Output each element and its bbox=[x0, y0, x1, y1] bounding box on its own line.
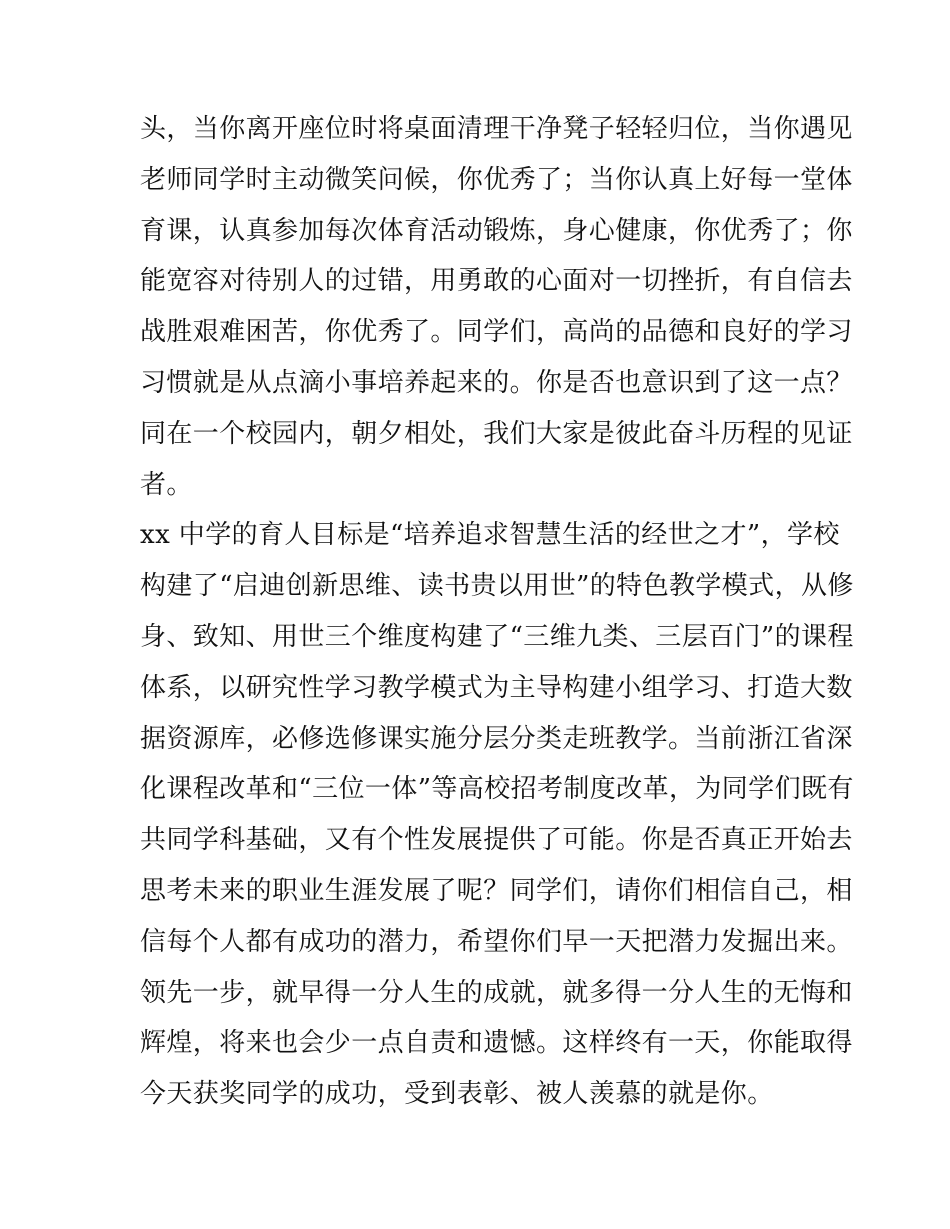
text-line-15: 共同学科基础，又有个性发展提供了可能。你是否真正开始去 bbox=[140, 825, 853, 856]
text-line-20: 今天获奖同学的成功，受到表彰、被人羡慕的就是你。 bbox=[140, 1079, 774, 1110]
text-line-16: 思考未来的职业生涯发展了呢？同学们，请你们相信自己，相 bbox=[140, 875, 853, 906]
text-line-8: 者。 bbox=[140, 469, 193, 500]
text-line-4: 能宽容对待别人的过错，用勇敢的心面对一切挫折，有自信去 bbox=[140, 266, 853, 297]
text-line-5: 战胜艰难困苦，你优秀了。同学们，高尚的品德和良好的学习 bbox=[140, 317, 853, 348]
text-line-6: 习惯就是从点滴小事培养起来的。你是否也意识到了这一点？ bbox=[140, 367, 853, 398]
text-line-10: 构建了“启迪创新思维、读书贵以用世”的特色教学模式，从修 bbox=[140, 571, 854, 602]
text-line-18: 领先一步，就早得一分人生的成就，就多得一分人生的无悔和 bbox=[140, 977, 853, 1008]
text-line-19: 辉煌，将来也会少一点自责和遗憾。这样终有一天，你能取得 bbox=[140, 1028, 853, 1059]
text-line-2: 老师同学时主动微笑问候，你优秀了；当你认真上好每一堂体 bbox=[140, 164, 853, 195]
text-line-12: 体系，以研究性学习教学模式为主导构建小组学习、打造大数 bbox=[140, 672, 853, 703]
text-line-11: 身、致知、用世三个维度构建了“三维九类、三层百门”的课程 bbox=[140, 621, 854, 652]
text-line-13: 据资源库，必修选修课实施分层分类走班教学。当前浙江省深 bbox=[140, 723, 853, 754]
text-line-1: 头，当你离开座位时将桌面清理干净凳子轻轻归位，当你遇见 bbox=[140, 114, 853, 144]
text-line-7: 同在一个校园内，朝夕相处，我们大家是彼此奋斗历程的见证 bbox=[140, 418, 853, 449]
text-line-3: 育课，认真参加每次体育活动锻炼，身心健康，你优秀了；你 bbox=[140, 215, 853, 246]
document-body bbox=[140, 104, 854, 1120]
text-line-17: 信每个人都有成功的潜力，希望你们早一天把潜力发掘出来。 bbox=[140, 926, 853, 957]
text-line-9: xx 中学的育人目标是“培养追求智慧生活的经世之才”，学校 bbox=[140, 520, 840, 551]
text-line-14: 化课程改革和“三位一体”等高校招考制度改革，为同学们既有 bbox=[140, 774, 854, 805]
